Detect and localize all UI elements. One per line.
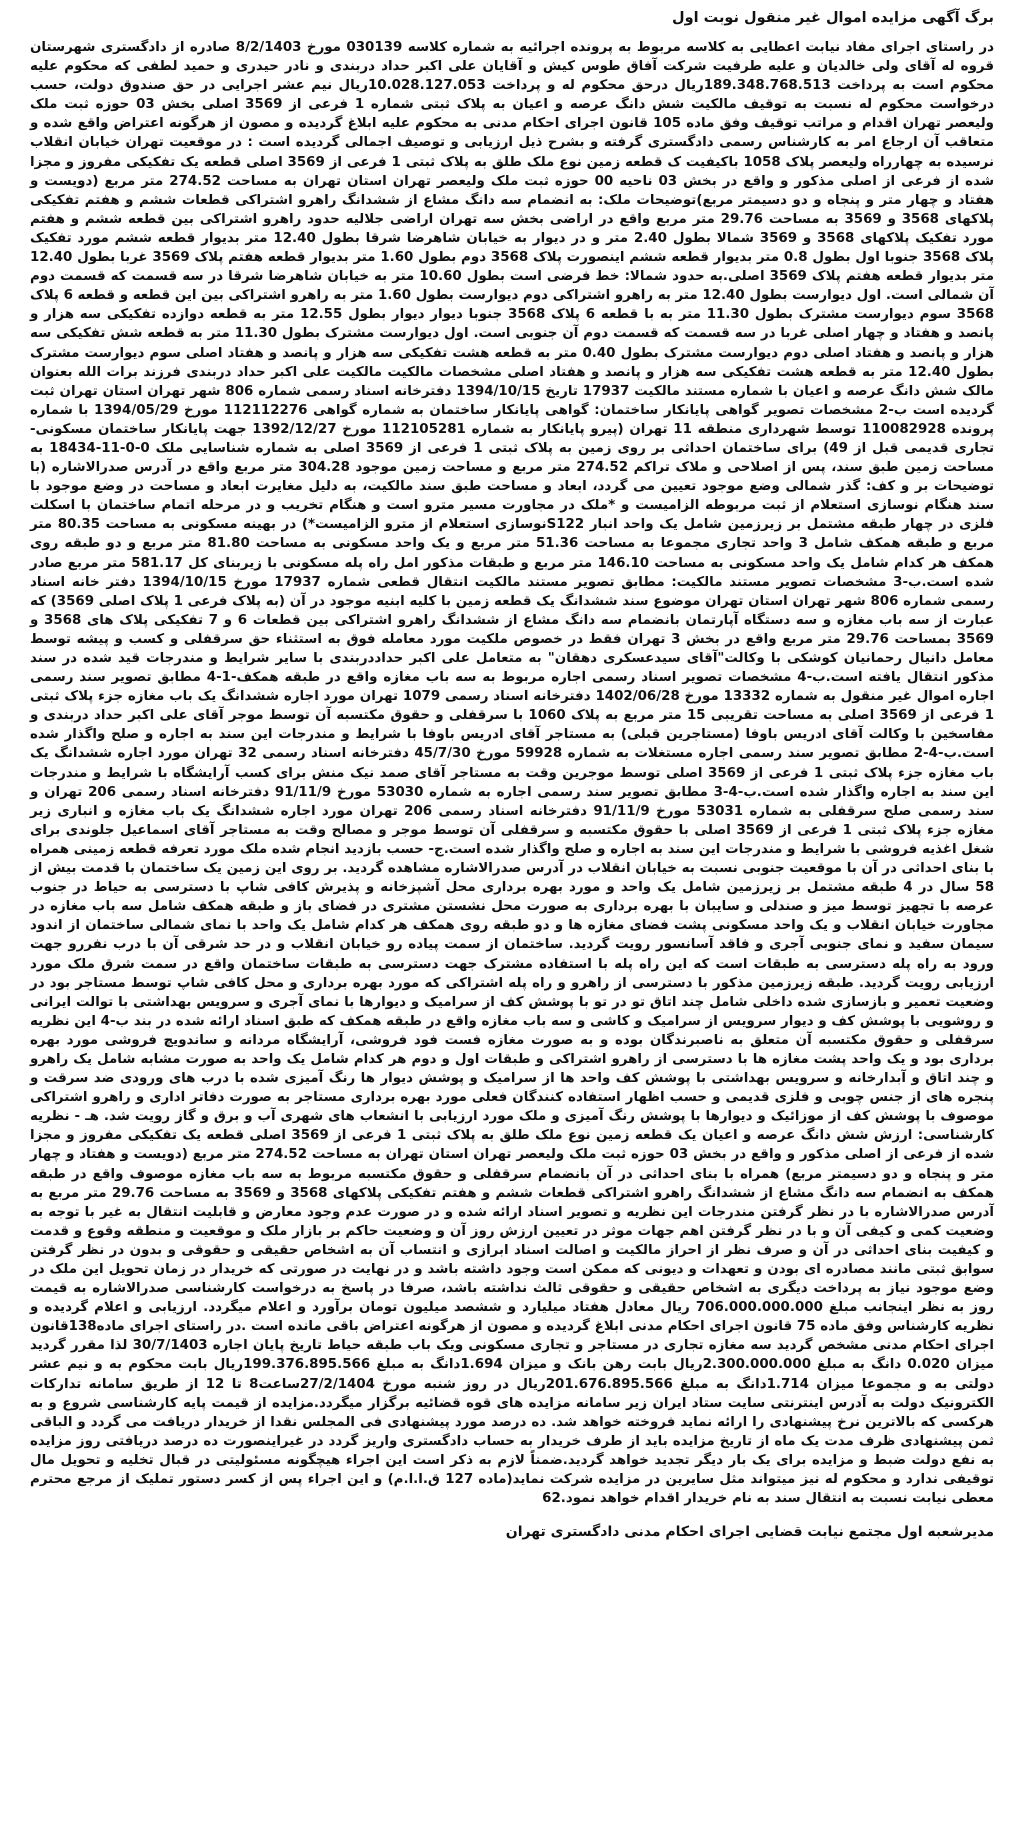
- notice-body: در راستای اجرای مفاد نیابت اعطایی به کلاسه مربوط به پرونده اجرائیه به شماره کلاسه 030139 مورخ 8/2/1403 صادره از دادگستری شهرستان قروه له آقای ولی خالدیان و علیه طرفیت شرکت آفاق طوس کیش و آقایان علی اکبر حداد دربندی و نادر حیدری و حمید لطفی که محکوم علیه محکوم است به پرداخت 189.348.768.513ریال درحق محکوم له و پرداخت 10.028.127.053ریال نیم عشر اجرایی در حق صندوق دولت، حسب درخواست محکوم له نسبت به توقیف مالکیت شش دانگ عرصه و اعیان به پلاک ثبتی شماره 1 فرعی از 3569 اصلی بخش 03 حوزه ثبت ملک ولیعصر تهران اقدام و مراتب توقیف وفق ماده 105 قانون اجرای احکام مدنی به محکوم علیه ابلاغ گردیده و مصون از هرگونه اعتراض واقع شده و متعاقب آن ارجاع امر به کارشناس رسمی دادگستری گرفته و بشرح ذیل ارزیابی و توصیف اجمالی گردیده است : در موقعیت تهران خیابان انقلاب نرسیده به چهارراه ولیعصر پلاک 1058 باکیفیت ک قطعه زمین نوع ملک طلق به پلاک ثبتی 1 فرعی از 3569 اصلی قطعه یک تفکیکی مفروز و مجزا شده از فرعی از اصلی مذکور و واقع در بخش 03 ناحیه 00 حوزه ثبت ملک ولیعصر تهران استان تهران به مساحت 274.52 متر مربع (دویست و هفتاد و چهار متر و پنجاه و دو دسیمتر مربع)توضیحات ملک: به انضمام سه دانگ مشاع از ششدانگ راهرو اشتراکی قطعات ششم و هفتم تفکیکی پلاکهای 3568 و 3569 به مساحت 29.76 متر مربع واقع در اراضی بخش سه تهران اراضی جلالیه حدود راهرو اشتراکی بین قطعه ششم و هفتم مورد تفکیک پلاکهای 3568 و 3569 شمالا بطول 2.40 متر و در دیوار به خیابان شاهرضا شرقا بطول 12.40 متر بدیوار قطعه ششم مورد تفکیک پلاک 3568 جنوبا اول بطول 0.8 متر بدیوار قطعه ششم اینصورت پلاک 3568 دوم بطول 1.60 متر بدیوار قطعه هفتم پلاک 3569 غربا بطول 12.40 متر بدیوار قطعه هفتم پلاک 3569 اصلی.به حدود شمالا: خط فرضی است بطول 10.60 متر به خیابان شاهرضا شرقا در سه قسمت که قسمت دوم آن شمالی است. اول دیوارست بطول 12.40 متر به راهرو اشتراکی دوم دیوارست بطول 1.60 متر به راهرو اشتراکی بین این قطعه و قطعه 6 پلاک 3568 سوم دیوارست مشترک بطول 11.30 متر به با قطعه 6 پلاک 3568 جنوبا دیوار دیوار بطول 12.55 متر به قطعه دوازده تفکیکی سه هزار و پانصد و هفتاد و چهار اصلی غربا در سه قسمت که قسمت دوم آن جنوبی است. اول دیوارست مشترک بطول 11.30 متر به قطعه شش تفکیکی سه هزار و پانصد و هفتاد اصلی دوم دیوارست مشترک بطول 0.40 متر به قطعه هشت تفکیکی سه هزار و پانصد و هفتاد اصلی سوم دیوارست مشترک بطول 12.40 متر به قطعه هشت تفکیکی سه هزار و پانصد و هفتاد اصلی مشخصات مالکیت مالکیت علی اکبر حداد دربندی فرزند برات الله بعنوان مالک شش دانگ عرصه و اعیان با شماره مستند مالکیت 17937 تاریخ 1394/10/15 دفترخانه اسناد رسمی شماره 806 شهر تهران استان تهران ثبت گردیده است ب-2 مشخصات تصویر گواهی پایانکار ساختمان: گواهی پایانکار ساختمان به شماره گواهی 112112276 مورخ 1394/05/29 با شماره پرونده 110082928 توسط شهرداری منطقه 11 تهران (پیرو پایانکار به شماره 112105281 مورخ 1392/12/27 جهت پایانکار ساختمان مسکونی-تجاری قدیمی قبل از 49) برای ساختمان احداثی بر روی زمین به پلاک ثبتی 1 فرعی از 3569 اصلی به شماره شناسایی ملک 0-0-11-18434 به مساحت زمین طبق سند، پس از اصلاحی و ملاک تراکم 274.52 متر مربع و مساحت زمین موجود 304.28 متر مربع واقع در آدرس صدرالاشاره (با توضیحات بر و کف: گذر شمالی وضع موجود تعیین می گردد، ابعاد و مساحت طبق سند مالکیت، به دلیل مغایرت ابعاد و مساحت در وضع موجود با سند هنگام نوسازی استعلام از ثبت مربوطه الزامیست و *ملک در مجاورت مسیر مترو است و هنگام تخریب و در مرحله اتمام ساختمان با اسکلت فلزی در چهار طبقه مشتمل بر زیرزمین شامل یک واحد انبار S122نوسازی استعلام از مترو الزامیست*) در بهینه مسکونی به مساحت 80.35 متر مربع و طبقه همکف شامل 3 واحد تجاری مجموعا به مساحت 51.36 متر مربع و یک واحد مسکونی به مساحت 81.80 متر مربع و دو طبقه روی همکف هر کدام شامل یک واحد مسکونی به مساحت 146.10 متر مربع و طبقات مذکور امل راه پله مسکونی با زیربنای کل 581.17 متر مربع صادر شده است.ب-3 مشخصات تصویر مستند مالکیت: مطابق تصویر مستند مالکیت انتقال قطعی شماره 17937 مورخ 1394/10/15 دفتر خانه اسناد رسمی شماره 806 شهر تهران استان تهران موضوع سند ششدانگ یک قطعه زمین با کلیه ابنیه موجود در آن (به پلاک فرعی 1 پلاک اصلی 3569) که عبارت از سه باب مغازه و سه دستگاه آپارتمان بانضمام سه دانگ مشاع از ششدانگ راهرو اشتراکی بین قطعات 6 و 7 تفکیکی پلاک های 3568 و 3569 بمساحت 29.76 متر مربع واقع در بخش 3 تهران فقط در خصوص ملکیت مورد معامله فوق به استثناء حق سرقفلی و کسب و پیشه توسط معامل دانیال رحمانیان کوشکی با وکالت"آقای سیدعسکری دهقان" به متعامل علی اکبر حداددربندی با سایر شرایط و مندرجات قید شده در سند مذکور انتقال یافته است.ب-4 مشخصات تصویر اسناد رسمی اجاره مربوط به سه باب مغازه واقع در طبقه همکف-1-4 مطابق تصویر سند رسمی اجاره اموال غیر منقول به شماره 13332 مورخ 1402/06/28 دفترخانه اسناد رسمی 1079 تهران مورد اجاره ششدانگ یک باب مغازه جزء پلاک ثبتی 1 فرعی از 3569 اصلی به مساحت تقریبی 15 متر مربع به پلاک 1060 با سرقفلی و حقوق مکتسبه آن توسط موجر آقای علی اکبر حداد دربندی و مفاسخین با وکالت آقای ادریس باوفا (مستاجرین قبلی) به مستاجر آقای ادریس باوفا با شرایط و مندرجات این سند به اجاره و صلح واگذار شده است.ب-4-2 مطابق تصویر سند رسمی اجاره مستغلات به شماره 59928 مورخ 45/7/30 دفترخانه اسناد رسمی 32 تهران مورد اجاره ششدانگ یک باب مغازه جزء پلاک ثبتی 1 فرعی از 3569 اصلی توسط موجرین وقت به مستاجر آقای صمد نیک منش برای کسب آرایشگاه با شرایط و مندرجات این سند به اجاره واگذار شده است.ب-4-3 مطابق تصویر سند رسمی اجاره به شماره 53030 مورخ 91/11/9 دفترخانه اسناد رسمی 206 تهران و سند رسمی صلح سرقفلی به شماره 53031 مورخ 91/11/9 دفترخانه اسناد رسمی 206 تهران مورد اجاره ششدانگ یک باب مغازه و انباری زیر مغازه جزء پلاک ثبتی 1 فرعی از 3569 اصلی با حقوق مکتسبه و سرقفلی آن توسط موجر و مصالح وقت به مستاجر آقای اسماعیل جلوندی برای شغل اغذیه فروشی با شرایط و مندرجات این سند به اجاره و صلح واگذار شده است.ج- حسب بازدید انجام شده ملک مورد تعرفه قطعه زمینی همراه با بنای احداثی در آن با موقعیت جنوبی نسبت به خیابان انقلاب در آدرس صدرالاشاره مشاهده گردید. بر روی این زمین یک ساختمان با قدمت بیش از 58 سال در 4 طبقه مشتمل بر زیرزمین شامل یک واحد و مورد بهره برداری محل آشپزخانه و پذیرش کافی شاپ با دسترسی به حیاط در جنوب عرصه با تجهیز توسط میز و صندلی و سایبان با بهره برداری به صورت محل نشستن مشتری در فضای باز و طبقه همکف شامل سه باب مغازه در مجاورت خیابان انقلاب و یک واحد مسکونی پشت فضای مغازه ها و دو طبقه روی همکف هر کدام شامل یک واحد با نمای شمالی ساختمان از اندود سیمان سفید و نمای جنوبی آجری و فاقد آسانسور رویت گردید. ساختمان از سمت پیاده رو خیابان انقلاب و در حد شرقی آن با درب نفررو جهت ورود به راه پله دسترسی به طبقات است که این راه پله با استفاده مشترک جهت دسترسی به طبقات ساختمان واقع در سمت شرق ملک مورد ارزیابی رویت گردید. طبقه زیرزمین مذکور با دسترسی از راهرو و راه پله اشتراکی که مورد بهره برداری و محل کافی شاپ توسط مستاجر بود در وضعیت تعمیر و بازسازی شده داخلی شامل چند اتاق تو در تو با پوشش کف از سرامیک و دیوارها با نمای آجری و سرویس بهداشتی با توالت ایرانی و روشویی با پوشش کف و دیوار سرویس از سرامیک و کاشی و سه باب مغازه واقع در طبقه همکف که طبق اسناد ارائه شده در بند ب-4 این نظریه سرقفلی و حقوق مکتسبه آن متعلق به ناصبرندگان بوده و به صورت مغازه فست فود فروشی، آرایشگاه مردانه و ساندویچ فروشی مورد بهره برداری بود و یک واحد پشت مغازه ها با دسترسی از راهرو اشتراکی و طبقات اول و دوم هر کدام شامل یک واحد به صورت مشابه شامل یک راهرو و چند اتاق و آبدارخانه و سرویس بهداشتی با پوشش کف واحد ها از سرامیک و پوشش دیوار ها رنگ آمیزی شده با درب های ورودی ضد سرقت و پنجره های از جنس چوبی و فلزی قدیمی و حسب اظهار استفاده کنندگان فعلی مورد بهره برداری مستاجر به صورت دفاتر اداری و راهرو اشتراکی موصوف با پوشش کف از موزائیک و دیوارها با پوشش رنگ آمیزی و ملک مورد ارزیابی با انشعاب های شهری آب و برق و گاز رویت شد. هـ - نظریه کارشناسی: ارزش شش دانگ عرصه و اعیان یک قطعه زمین نوع ملک طلق به پلاک ثبتی 1 فرعی از 3569 اصلی قطعه یک تفکیکی مفروز و مجزا شده از فرعی از اصلی مذکور و واقع در بخش 03 حوزه ثبت ملک ولیعصر تهران استان تهران به مساحت 274.52 متر مربع (دویست و هفتاد و چهار متر و پنجاه و دو دسیمتر مربع) همراه با بنای احداثی در آن بانضمام سرقفلی و حقوق مکتسبه مربوط به سه باب مغازه موصوف واقع در طبقه همکف به انضمام سه دانگ مشاع از ششدانگ راهرو اشتراکی قطعات ششم و هفتم تفکیکی پلاکهای 3568 و 3569 به مساحت 29.76 متر مربع به آدرس صدرالاشاره با در نظر گرفتن مندرجات این نظریه و تصویر اسناد ارائه شده و در صورت عدم وجود معارض و قابلیت انتقال به غیر با توجه به وضعیت کمی و کیفی آن و با در نظر گرفتن اهم جهات موثر در تعیین ارزش روز آن و وضعیت حاکم بر بازار ملک و موقعیت و منطقه وقوع و قدمت و کیفیت بنای احداثی در آن و صرف نظر از احراز مالکیت و اصالت اسناد ابرازی و انتساب آن به اشخاص حقیقی و حقوقی و بدون در نظر گرفتن سوابق ثبتی مانند مصادره ای بودن و تعهدات و دیونی که ممکن است وجود داشته باشد و در نهایت در صورتی که خریدار در زمان تحویل این ملک در وضع موجود نیاز به پرداخت دیگری به اشخاص حقیقی و حقوقی ثالث نداشته باشد، صرفا در پاسخ به درخواست کارشناسی صدرالاشاره به قیمت روز به نظر اینجانب مبلغ 706.000.000.000 ریال معادل هفتاد میلیارد و ششصد میلیون تومان برآورد و اعلام میگردد. ارزیابی و اعلام گردیده و نظریه کارشناس وفق ماده 75 قانون اجرای احکام مدنی ابلاغ گردیده و مصون از هرگونه اعتراض باقی مانده است .در راستای اجرای ماده138قانون اجرای احکام مدنی مشخص گردید سه مغازه تجاری در مستاجر و تجاری مسکونی ویک باب طبقه حیاط تاریخ پایان اجاره 30/7/1403 لذا مقرر گردید میزان 0.020 دانگ به مبلغ 2.300.000.000ریال بابت رهن بانک و میزان 1.694دانگ به مبلغ 199.376.895.566ریال بابت محکوم به و نیم عشر دولتی به و مجموعا میزان 1.714دانگ به مبلغ 201.676.895.566ریال در روز شنبه مورخ 27/2/1404ساعت8 تا 12 از طریق سامانه تدارکات الکترونیک دولت به آدرس اینترنتی سایت ستاد ایران زیر سامانه مزایده های قوه قضائیه برگزار میگردد.مزایده از قیمت پایه کارشناسی شروع و به هرکسی که بالاترین نرخ پیشنهادی را ارائه نماید فروخته خواهد شد. ده درصد مورد پیشنهادی فی المجلس نقدا از خریدار دریافت می گردد و الباقی ثمن پیشنهادی ظرف مدت یک ماه از تاریخ مزایده باید از طرف خریدار به حساب دادگستری واریز گردد در غیراینصورت ده درصد دریافتی روز مزایده به نفع دولت ضبط و مزایده برای یک بار دیگر تجدید خواهد گردید.ضمناً لازم به ذکر است این اجراء هیچگونه مسئولیتی در قبال تخلیه و تحویل مال توقیفی ندارد و محکوم له نیز میتواند مثل سایرین در مزایده شرکت نماید(ماده 127 ق.ا.ا.م) و این اجراء پس از کسر دستور تملیک از مرجع محترم معطی نیابت نسبت به انتقال سند به نام خریدار اقدام خواهد نمود.62: [29, 40, 995, 1507]
- notice-page: [30, 8, 994, 1812]
- notice-title: برگ آگهی مزایده اموال غیر منقول نوبت اول: [672, 10, 994, 26]
- notice-signature: مدیرشعبه اول مجتمع نیابت قضایی اجرای احکام مدنی دادگستری تهران: [505, 1524, 994, 1541]
